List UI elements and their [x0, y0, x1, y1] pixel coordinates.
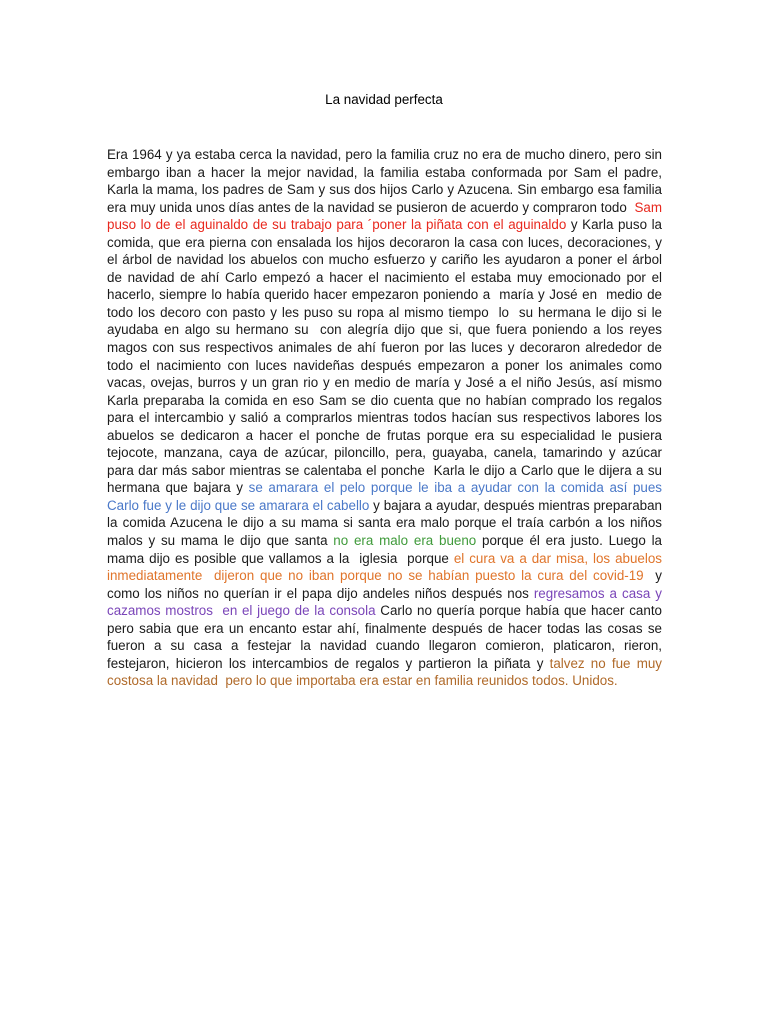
body-segment: Sam puso lo de el aguinaldo de su trabajo para ´poner la piñata con el aguinaldo	[107, 199, 666, 233]
body-segment: y bajara a ayudar, después mientras preparaban la comida Azucena le dijo a su mama si santa era malo porque el traía carbón a los niños malos y su mama le dijo que santa	[107, 497, 666, 549]
body-segment: se amarara el pelo porque le iba a ayudar con la comida así pues Carlo fue y le dijo que se amarara el cabello	[107, 480, 670, 513]
body-segment: Era 1964 y ya estaba cerca la navidad, pero la familia cruz no era de mucho dinero, pero sin embargo iban a hacer la mejor navidad, la familia estaba conformada por Sam el padre, Karla la mama, los padres de Sam y sus dos hijos Carlo y Azucena. Sin embargo esa familia era muy unida unos días antes de la navidad se pusieron de acuerdo y compraron todo	[107, 147, 666, 215]
body-segment: talvez no fue muy costosa la navidad pero lo que importaba era estar en familia reunidos todos. Unidos.	[107, 655, 666, 689]
body-segment: y como los niños no querían ir el papa dijo andeles niños después nos	[107, 568, 666, 601]
body-segment: Carlo no quería porque había que hacer canto pero sabia que era un encanto estar ahí, finalmente después de hacer todas las cosas se fueron a su casa a festejar la navidad cuando llegaron comieron, platicaron, rieron, festejaron, hicieron los intercambios de regalos y partieron la piñata y	[107, 603, 666, 671]
body-segment: el cura va a dar misa, los abuelos inmediatamente dijeron que no iban porque no se habían puesto la cura del covid-19	[107, 550, 666, 584]
body-segment: y Karla puso la comida, que era pierna con ensalada los hijos decoraron la casa con luces, decoraciones, y el árbol de navidad los abuelos con mucho esfuerzo y cariño les ayudaron a poner el árbol de navidad de ahí Carlo empezó a hacer el nacimiento el estaba muy emocionado por el hacerlo, siempre lo había querido hacer empezaron poniendo a maría y José en medio de todo los decoro con pasto y les puso su ropa al mismo tiempo lo su hermana le dijo si le ayudaba en algo su hermano su con alegría dijo que si, que fuera poniendo a los reyes magos con sus respectivos animales de ahí fueron por las luces y decoraron alrededor de todo el nacimiento con luces navideñas después empezaron a poner los animales como vacas, ovejas, burros y un gran rio y en medio de maría y José a el niño Jesús, así mismo Karla preparaba la comida en eso Sam se dio cuenta que no habían comprado los regalos para el intercambio y salió a comprarlos mientras todos hacían sus respectivos labores los abuelos se dedicaron a hacer el ponche de frutas porque era su especialidad le pusiera tejocote, manzana, caya de azúcar, piloncillo, pera, guayaba, canela, tamarindo y azúcar para dar más sabor mientras se calentaba el ponche Karla le dijo a Carlo que le dijera a su hermana que bajara y	[107, 217, 670, 496]
body-segment: regresamos a casa y cazamos mostros en el juego de la consola	[107, 585, 666, 619]
body-segment: porque él era justo. Luego la mama dijo es posible que vallamos a la iglesia porque	[107, 533, 666, 566]
body-segment: no era malo era bueno	[333, 533, 477, 549]
document-title: La navidad perfecta	[325, 92, 443, 107]
document-body	[107, 146, 670, 690]
